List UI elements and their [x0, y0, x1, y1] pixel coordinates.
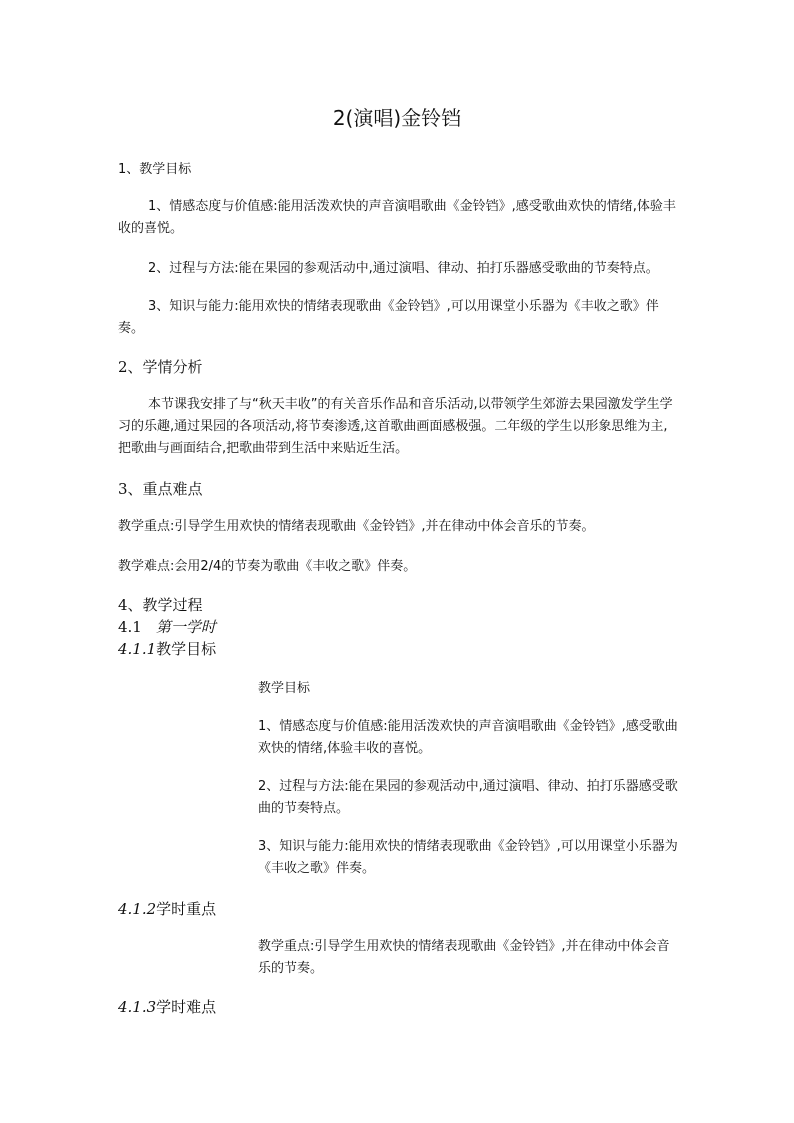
subsection-number: 4.1.3 — [118, 998, 157, 1016]
subsection-heading-4-1-2 — [118, 898, 216, 920]
subsection-heading-4-1 — [118, 616, 216, 638]
subsection-label: 第一学时 — [155, 618, 216, 636]
subsection-number: 4.1 — [118, 618, 142, 636]
section-heading-process: 4、教学过程 — [118, 596, 203, 614]
subsection-number: 4.1.2 — [118, 900, 157, 918]
section-heading-analysis: 2、学情分析 — [118, 358, 203, 376]
subsection-label: 教学目标 — [156, 640, 217, 658]
objectives-box-heading: 教学目标 — [258, 681, 311, 696]
subsection-number: 4.1.1 — [118, 640, 157, 658]
document-title: 2(演唱)金铃铛 — [332, 106, 462, 130]
difficulty-paragraph: 教学难点:会用2/4的节奏为歌曲《丰收之歌》伴奏。 — [118, 559, 417, 574]
objective-paragraph-2: 2、过程与方法:能在果园的参观活动中,通过演唱、律动、拍打乐器感受歌曲的节奏特点。 — [148, 261, 659, 276]
objectives-box-item-2: 2、过程与方法:能在果园的参观活动中,通过演唱、律动、拍打乐器感受歌曲的节奏特点。 — [258, 779, 678, 816]
objective-paragraph-3: 3、知识与能力:能用欢快的情绪表现歌曲《金铃铛》,可以用课堂小乐器为《丰收之歌》伴奏。 — [118, 299, 659, 336]
section-heading-objectives: 1、教学目标 — [118, 162, 192, 177]
lesson-key-point-text: 教学重点:引导学生用欢快的情绪表现歌曲《金铃铛》,并在律动中体会音乐的节奏。 — [258, 939, 670, 976]
subsection-heading-4-1-3 — [118, 996, 216, 1018]
objectives-box-item-1: 1、情感态度与价值感:能用活泼欢快的声音演唱歌曲《金铃铛》,感受歌曲欢快的情绪,体验丰收的喜悦。 — [258, 719, 678, 756]
subsection-heading-4-1-1 — [118, 638, 216, 660]
subsection-label: 学时重点 — [156, 900, 217, 918]
key-point-paragraph: 教学重点:引导学生用欢快的情绪表现歌曲《金铃铛》,并在律动中体会音乐的节奏。 — [118, 519, 595, 534]
subsection-label: 学时难点 — [156, 998, 217, 1016]
analysis-paragraph: 本节课我安排了与“秋天丰收”的有关音乐作品和音乐活动,以带领学生郊游去果园激发学生学习的乐趣,通过果园的各项活动,将节奏渗透,这首歌曲画面感极强。二年级的学生以形象思维为主,把歌曲与画面结合,把歌曲带到生活中来贴近生活。 — [118, 397, 673, 456]
section-heading-key-points: 3、重点难点 — [118, 480, 203, 498]
objective-paragraph-1: 1、情感态度与价值感:能用活泼欢快的声音演唱歌曲《金铃铛》,感受歌曲欢快的情绪,体验丰收的喜悦。 — [118, 199, 676, 236]
objectives-box-item-3: 3、知识与能力:能用欢快的情绪表现歌曲《金铃铛》,可以用课堂小乐器为《丰收之歌》伴奏。 — [258, 839, 678, 876]
